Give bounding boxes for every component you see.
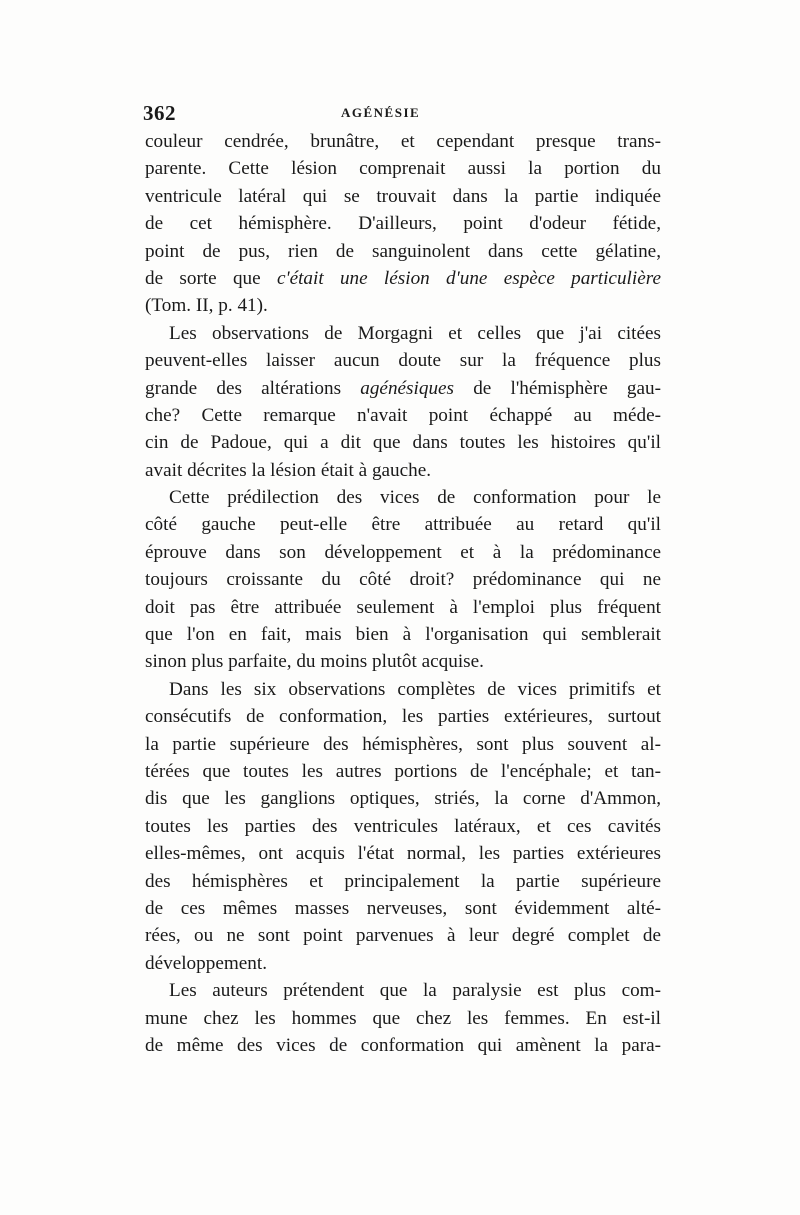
text-line: éprouve dans son développement et à la prédominance	[145, 541, 661, 563]
italic-text: agénésiques	[360, 377, 455, 399]
text-line: développement.	[145, 952, 268, 974]
text-line: Dans les six observations complètes de vices primitifs et	[169, 678, 661, 700]
text-line: dis que les ganglions optiques, striés, la corne d'Ammon,	[145, 788, 661, 810]
page-header	[143, 101, 663, 125]
text-line: térées que toutes les autres portions de l'encéphale; et tan-	[145, 760, 661, 782]
italic-text: c'était une lésion d'une espèce particulière	[276, 267, 661, 289]
body-text	[145, 128, 661, 1059]
text-line: de même des vices de conformation qui amènent la para-	[145, 1034, 661, 1056]
text-line: consécutifs de conformation, les parties extérieures, surtout	[145, 706, 661, 728]
text-line	[145, 265, 661, 292]
text-line: doit pas être attribuée seulement à l'emploi plus fréquent	[145, 596, 661, 618]
text-line: elles-mêmes, ont acquis l'état normal, les parties extérieures	[145, 843, 661, 865]
text-line: cin de Padoue, qui a dit que dans toutes les histoires qu'il	[145, 432, 661, 454]
text-line: Cette prédilection des vices de conformation pour le	[169, 487, 661, 509]
text-line: Les observations de Morgagni et celles que j'ai citées	[169, 322, 661, 344]
text-line: des hémisphères et principalement la partie supérieure	[145, 870, 661, 892]
text-line: de cet hémisphère. D'ailleurs, point d'odeur fétide,	[145, 213, 661, 235]
text-line: avait décrites la lésion était à gauche.	[145, 459, 432, 481]
page-number: 362	[143, 101, 176, 125]
text-line: sinon plus parfaite, du moins plutôt acquise.	[145, 651, 484, 673]
text-line: rées, ou ne sont point parvenues à leur degré complet de	[145, 925, 661, 947]
text-line	[145, 375, 661, 402]
text-line: de ces mêmes masses nerveuses, sont évidemment alté-	[145, 897, 661, 919]
text-line: couleur cendrée, brunâtre, et cependant presque trans-	[145, 131, 661, 152]
text-line: point de pus, rien de sanguinolent dans cette gélatine,	[145, 240, 661, 262]
text-line: ventricule latéral qui se trouvait dans la partie indiquée	[145, 185, 661, 207]
text-line: mune chez les hommes que chez les femmes. En est-il	[145, 1007, 661, 1029]
text-line: peuvent-elles laisser aucun doute sur la fréquence plus	[145, 350, 661, 372]
text-line: toujours croissante du côté droit? prédominance qui ne	[145, 569, 661, 591]
text-line: côté gauche peut-elle être attribuée au retard qu'il	[145, 514, 661, 536]
text-line: que l'on en fait, mais bien à l'organisation qui semblerait	[145, 624, 661, 646]
text-segment: de sorte que	[145, 267, 277, 289]
text-line: toutes les parties des ventricules latéraux, et ces cavités	[145, 815, 661, 837]
text-segment: de l'hémisphère gau-	[454, 377, 661, 399]
text-line: Les auteurs prétendent que la paralysie est plus com-	[169, 980, 661, 1002]
text-line: (Tom. II, p. 41).	[145, 295, 268, 317]
text-segment: grande des altérations	[145, 377, 361, 399]
text-line: che? Cette remarque n'avait point échappé au méde-	[145, 404, 661, 426]
text-line: la partie supérieure des hémisphères, sont plus souvent al-	[145, 733, 661, 755]
running-head: AGÉNÉSIE	[341, 105, 421, 120]
text-line: parente. Cette lésion comprenait aussi la portion du	[145, 158, 661, 180]
